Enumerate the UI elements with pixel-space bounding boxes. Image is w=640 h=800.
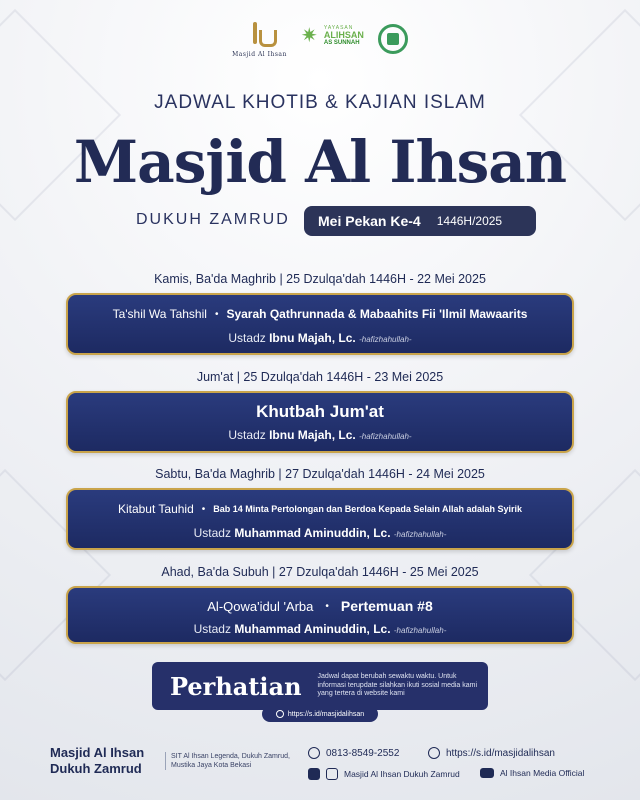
schedule-topic: Syarah Qathrunnada & Mabaahits Fii 'Ilmil Mawaarits [226,307,528,321]
schedule-card [66,391,574,453]
yayasan-logo [301,26,364,46]
contact-social[interactable] [308,768,460,780]
notice-box [152,662,488,710]
notice-text: Jadwal dapat berubah sewaktu waktu. Untuk informasi terupdate silahkan ikuti sosial media kami yang tertera di website kami [317,673,478,698]
website-text: https://s.id/masjidalihsan [446,747,555,759]
schedule-series: Kitabut Tauhid [117,502,194,516]
bullet-icon: • [325,600,329,612]
masjid-logo [232,20,287,58]
schedule-series: Al-Qowa'idul 'Arba [207,598,314,614]
page-title: Masjid Al Ihsan [73,128,567,196]
social-text: Masjid Al Ihsan Dukuh Zamrud [344,769,460,779]
schedule-card [66,293,574,355]
speaker-name: Ibnu Majah, Lc. [269,428,356,442]
speaker-suffix: -hafizhahullah- [359,432,412,441]
speaker-prefix: Ustadz [228,331,266,345]
schedule-day-label: Kamis, Ba'da Maghrib | 25 Dzulqa'dah 1446H - 22 Mei 2025 [154,272,486,286]
phone-text: 0813-8549-2552 [326,747,400,759]
logo-row [0,20,640,58]
notice-title: Perhatian [170,671,302,701]
yayasan-logo-line1: YAYASAN [323,25,354,31]
contact-website[interactable] [428,747,555,759]
youtube-icon [480,768,494,778]
schedule-series: Ta'shil Wa Tahshil [112,307,207,321]
schedule-topic: Bab 14 Minta Pertolongan dan Berdoa Kepada Selain Allah adalah Syirik [213,504,523,514]
whatsapp-icon [308,747,320,759]
period-year: 1446H/2025 [436,214,503,228]
masjid-logo-caption: Masjid Al Ihsan [232,51,287,58]
schedule-day-label: Ahad, Ba'da Subuh | 27 Dzulqa'dah 1446H - 25 Mei 2025 [161,565,479,579]
instagram-icon [326,768,338,780]
speaker-prefix: Ustadz [193,622,231,636]
schedule-speaker [68,622,572,636]
schedule-card [66,586,574,644]
globe-icon [276,710,284,718]
notice-link[interactable] [262,706,378,722]
schedule-topic: Khutbah Jum'at [256,402,384,421]
yayasan-logo-line3: AS SUNNAH [323,40,360,46]
period-label: Mei Pekan Ke-4 [318,213,421,229]
contact-youtube[interactable] [480,768,584,778]
page-subtitle: JADWAL KHOTIB & KAJIAN ISLAM [154,92,486,113]
bullet-icon: • [214,308,219,320]
school-seal-icon [378,24,408,54]
star-icon: ✷ [300,25,318,47]
schedule-card [66,488,574,550]
speaker-prefix: Ustadz [193,526,231,540]
place-label: DUKUH ZAMRUD [136,211,290,228]
schedule-speaker [68,331,572,345]
speaker-suffix: -hafizhahullah- [393,530,447,539]
footer-name-line1: Masjid Al Ihsan [50,745,145,760]
schedule-speaker [68,428,572,442]
contact-phone[interactable] [308,747,399,759]
speaker-prefix: Ustadz [228,428,266,442]
schedule-topic: Pertemuan #8 [340,598,433,614]
youtube-text: Al Ihsan Media Official [500,768,585,778]
yayasan-logo-line2: ALIHSAN [323,30,364,40]
schedule-speaker [68,526,572,540]
facebook-icon [308,768,320,780]
period-badge [304,206,536,236]
speaker-name: Muhammad Aminuddin, Lc. [234,622,391,636]
speaker-name: Muhammad Aminuddin, Lc. [234,526,391,540]
speaker-suffix: -hafizhahullah- [393,626,447,635]
globe-icon [428,747,440,759]
masjid-logo-icon [247,20,273,48]
speaker-name: Ibnu Majah, Lc. [269,331,356,345]
bullet-icon: • [201,503,206,515]
footer-address: SIT Al Ihsan Legenda, Dukuh Zamrud, Mustika Jaya Kota Bekasi [165,752,295,770]
notice-link-text: https://s.id/masjidalihsan [287,710,365,718]
schedule-day-label: Sabtu, Ba'da Maghrib | 27 Dzulqa'dah 1446H - 24 Mei 2025 [155,467,485,481]
speaker-suffix: -hafizhahullah- [359,335,412,344]
footer-name [50,745,144,778]
footer-name-line2: Dukuh Zamrud [50,761,142,777]
schedule-day-label: Jum'at | 25 Dzulqa'dah 1446H - 23 Mei 2025 [196,370,444,384]
